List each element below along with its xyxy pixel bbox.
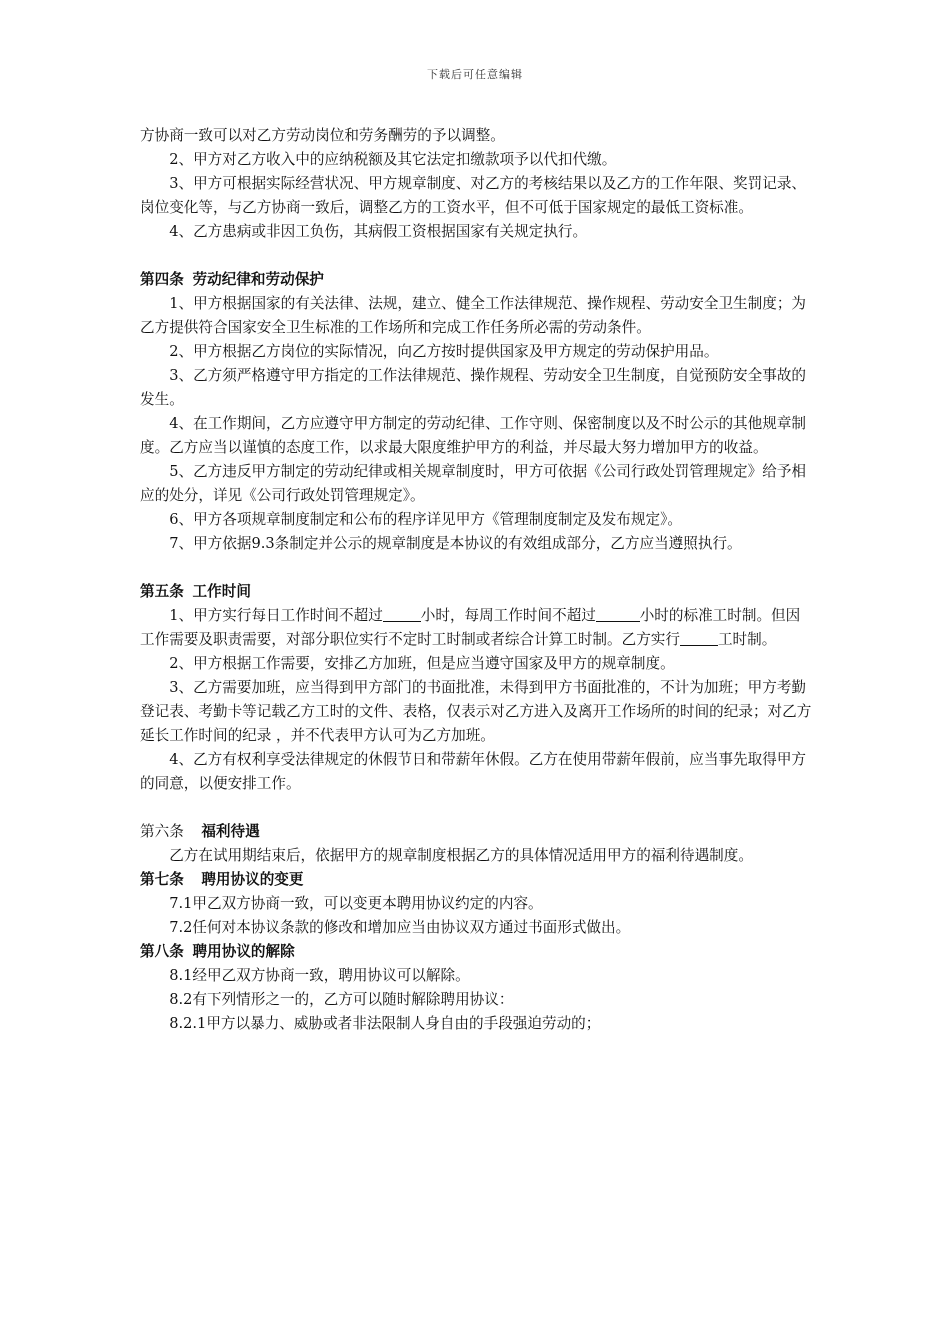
section-5-number: 第五条 bbox=[140, 583, 184, 600]
sec4-item-5: 5、乙方违反甲方制定的劳动纪律或相关规章制度时，甲方可依据《公司行政处罚管理规定》给予相应的处分，详见《公司行政处罚管理规定》。 bbox=[140, 463, 807, 504]
document-body bbox=[140, 124, 812, 1036]
section-4-title: 劳动纪律和劳动保护 bbox=[192, 271, 324, 288]
sec5-item-4: 4、乙方有权利享受法律规定的休假节日和带薪年休假。乙方在使用带薪年假前，应当事先取得甲方的同意，以便安排工作。 bbox=[140, 751, 807, 792]
spacer bbox=[140, 556, 812, 580]
section-4-number: 第四条 bbox=[140, 271, 184, 288]
sec4-item-1: 1、甲方根据国家的有关法律、法规，建立、健全工作法律规范、操作规程、劳动安全卫生制度；为乙方提供符合国家安全卫生标准的工作场所和完成工作任务所必需的劳动条件。 bbox=[140, 295, 807, 336]
section-7-heading bbox=[140, 868, 812, 892]
work-hour-system-blank bbox=[680, 630, 718, 646]
sec4-item-6: 6、甲方各项规章制度制定和公布的程序详见甲方《管理制度制定及发布规定》。 bbox=[169, 511, 682, 528]
section-6-number: 第六条 bbox=[140, 823, 184, 840]
spacer bbox=[140, 796, 812, 820]
sec5-item-1: 1、甲方实行每日工作时间不超过 小时，每周工作时间不超过 小时的标准工时制。但因工作需要及职责需要，对部分职位实行不定时工时制或者综合计算工时制。乙方实行 工时制。 bbox=[140, 607, 801, 648]
spacer bbox=[140, 244, 812, 268]
section-6-title: 福利待遇 bbox=[201, 823, 260, 840]
section-5-title: 工作时间 bbox=[192, 583, 251, 600]
sec8-item-1: 8.1经甲乙双方协商一致，聘用协议可以解除。 bbox=[169, 967, 470, 984]
weekly-hours-blank bbox=[596, 606, 640, 622]
sec4-item-2: 2、甲方根据乙方岗位的实际情况，向乙方按时提供国家及甲方规定的劳动保护用品。 bbox=[169, 343, 719, 360]
sec5-item-3: 3、乙方需要加班，应当得到甲方部门的书面批准，未得到甲方书面批准的，不计为加班；甲方考勤登记表、考勤卡等记载乙方工时的文件、表格，仅表示对乙方进入及离开工作场所的时间的纪录；对乙方延长工作时间的纪录 ，并不代表甲方认可为乙方加班。 bbox=[140, 679, 812, 744]
sec4-item-4: 4、在工作期间，乙方应遵守甲方制定的劳动纪律、工作守则、保密制度以及不时公示的其他规章制度。乙方应当以谨慎的态度工作，以求最大限度维护甲方的利益，并尽最大努力增加甲方的收益。 bbox=[140, 415, 807, 456]
sec3-item-3: 3、甲方可根据实际经营状况、甲方规章制度、对乙方的考核结果以及乙方的工作年限、奖罚记录、岗位变化等，与乙方协商一致后，调整乙方的工资水平，但不可低于国家规定的最低工资标准。 bbox=[140, 175, 807, 216]
daily-hours-blank bbox=[383, 606, 421, 622]
section-4-heading bbox=[140, 268, 812, 292]
sec7-item-2: 7.2任何对本协议条款的修改和增加应当由协议双方通过书面形式做出。 bbox=[169, 919, 631, 936]
section-8-heading bbox=[140, 940, 812, 964]
section-8-number: 第八条 bbox=[140, 943, 184, 960]
sec7-item-1: 7.1甲乙双方协商一致，可以变更本聘用协议约定的内容。 bbox=[169, 895, 543, 912]
sec5-item-2: 2、甲方根据工作需要，安排乙方加班，但是应当遵守国家及甲方的规章制度。 bbox=[169, 655, 675, 672]
sec3-item-4: 4、乙方患病或非因工负伤，其病假工资根据国家有关规定执行。 bbox=[169, 223, 588, 240]
section-7-number: 第七条 bbox=[140, 871, 184, 888]
sec3-item-2: 2、甲方对乙方收入中的应纳税额及其它法定扣缴款项予以代扣代缴。 bbox=[169, 151, 617, 168]
continuation-paragraph: 方协商一致可以对乙方劳动岗位和劳务酬劳的予以调整。 bbox=[140, 127, 505, 144]
section-7-title: 聘用协议的变更 bbox=[201, 871, 304, 888]
section-6-heading bbox=[140, 820, 812, 844]
page-header: 下载后可任意编辑 bbox=[427, 68, 523, 81]
sec8-item-2: 8.2有下列情形之一的，乙方可以随时解除聘用协议： bbox=[169, 991, 514, 1008]
section-8-title: 聘用协议的解除 bbox=[192, 943, 295, 960]
section-5-heading bbox=[140, 580, 812, 604]
sec6-body: 乙方在试用期结束后，依据甲方的规章制度根据乙方的具体情况适用甲方的福利待遇制度。 bbox=[169, 847, 753, 864]
sec8-item-2-1: 8.2.1甲方以暴力、威胁或者非法限制人身自由的手段强迫劳动的； bbox=[169, 1015, 601, 1032]
sec4-item-3: 3、乙方须严格遵守甲方指定的工作法律规范、操作规程、劳动安全卫生制度，自觉预防安全事故的发生。 bbox=[140, 367, 807, 408]
sec4-item-7: 7、甲方依据9.3条制定并公示的规章制度是本协议的有效组成部分，乙方应当遵照执行。 bbox=[169, 535, 742, 552]
